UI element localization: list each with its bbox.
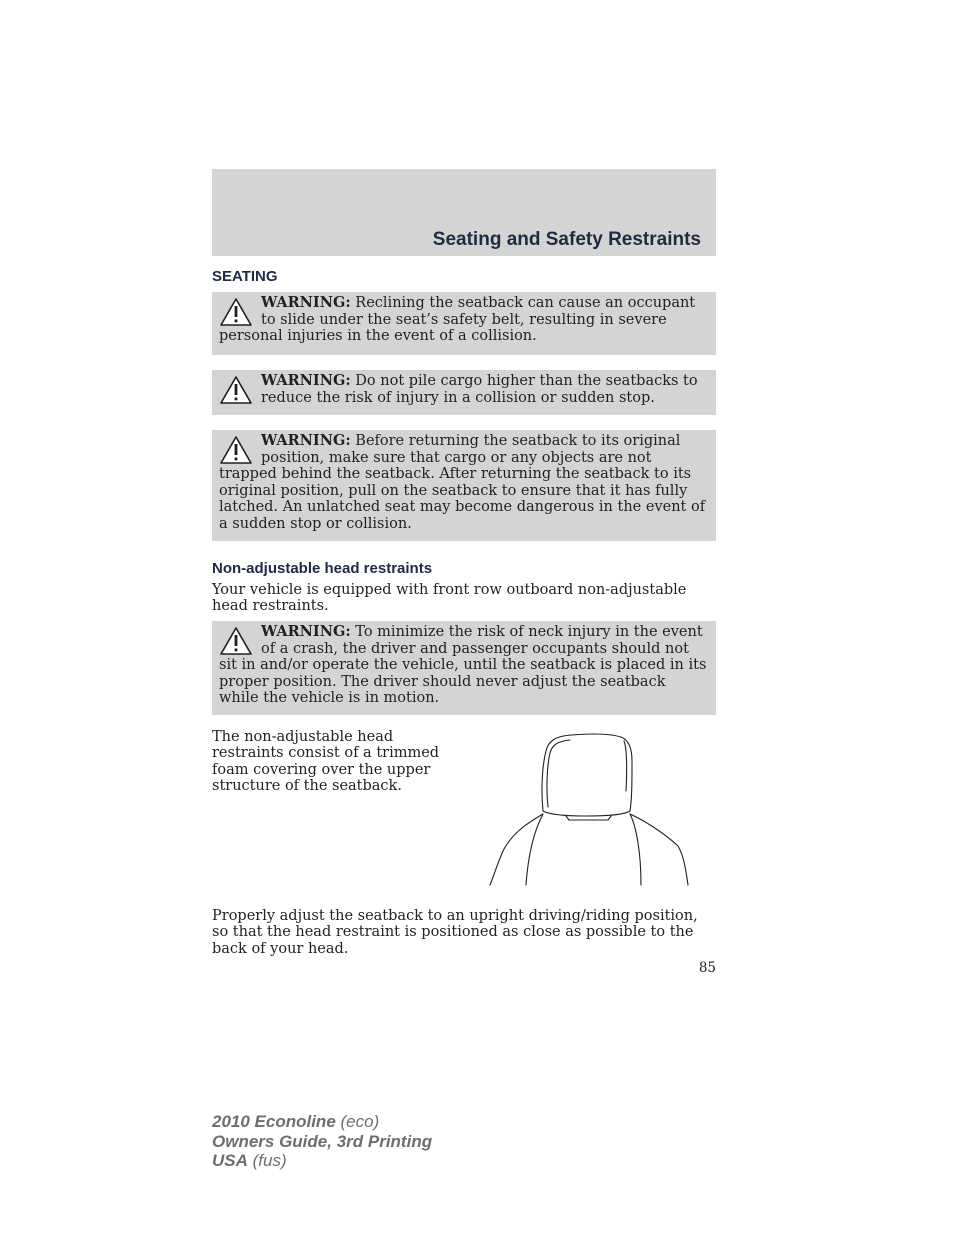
- figure-paragraph: The non-adjustable head restraints consist of a trimmed foam covering over the upper structure of the seatback.: [212, 729, 440, 794]
- warning-box-2: [212, 370, 716, 415]
- warning-box-4: [212, 621, 716, 715]
- warning-box-1: [212, 292, 716, 355]
- footer-line-2: Owners Guide, 3rd Printing: [212, 1131, 433, 1151]
- warning-triangle-icon: [219, 435, 253, 465]
- head-restraint-illustration: [486, 731, 696, 891]
- page-title: Seating and Safety Restraints: [432, 229, 701, 250]
- warning-box-3: [212, 430, 716, 541]
- warning-text: Before returning the seatback to its original position, make sure that cargo or any objects are not trapped behind the seatback. After returning the seatback to its original position, pull on the seatback to ensure that it has fully latched. An unlatched seat may become dangerous in the event of a sudden stop or collision.: [219, 433, 706, 532]
- footer-line-3: USA (fus): [212, 1151, 287, 1170]
- closing-paragraph: Properly adjust the seatback to an upright driving/riding position, so that the head restraint is positioned as close as possible to the back of your head.: [212, 908, 698, 957]
- warning-label: WARNING:: [261, 294, 351, 311]
- warning-text: Reclining the seatback can cause an occupant to slide under the seat’s safety belt, resulting in severe personal injuries in the event of a collision.: [219, 295, 696, 344]
- subsection-heading: Non-adjustable head restraints: [212, 560, 433, 577]
- warning-label: WARNING:: [261, 432, 351, 449]
- warning-label: WARNING:: [261, 372, 351, 389]
- warning-label: WARNING:: [261, 623, 351, 640]
- page-number: 85: [698, 960, 716, 976]
- header-band: [212, 169, 716, 256]
- footer-line-1: 2010 Econoline (eco): [212, 1112, 380, 1131]
- warning-text: Do not pile cargo higher than the seatbacks to reduce the risk of injury in a collision or sudden stop.: [261, 373, 698, 406]
- warning-triangle-icon: [219, 626, 253, 656]
- footer: [212, 1112, 432, 1171]
- warning-text: To minimize the risk of neck injury in the event of a crash, the driver and passenger occupants should not sit in and/or operate the vehicle, until the seatback is placed in its proper position. The driver should never adjust the seatback while the vehicle is in motion.: [219, 624, 707, 706]
- intro-paragraph: Your vehicle is equipped with front row outboard non-adjustable head restraints.: [212, 582, 687, 615]
- warning-triangle-icon: [219, 375, 253, 405]
- section-heading: SEATING: [212, 268, 278, 285]
- warning-triangle-icon: [219, 297, 253, 327]
